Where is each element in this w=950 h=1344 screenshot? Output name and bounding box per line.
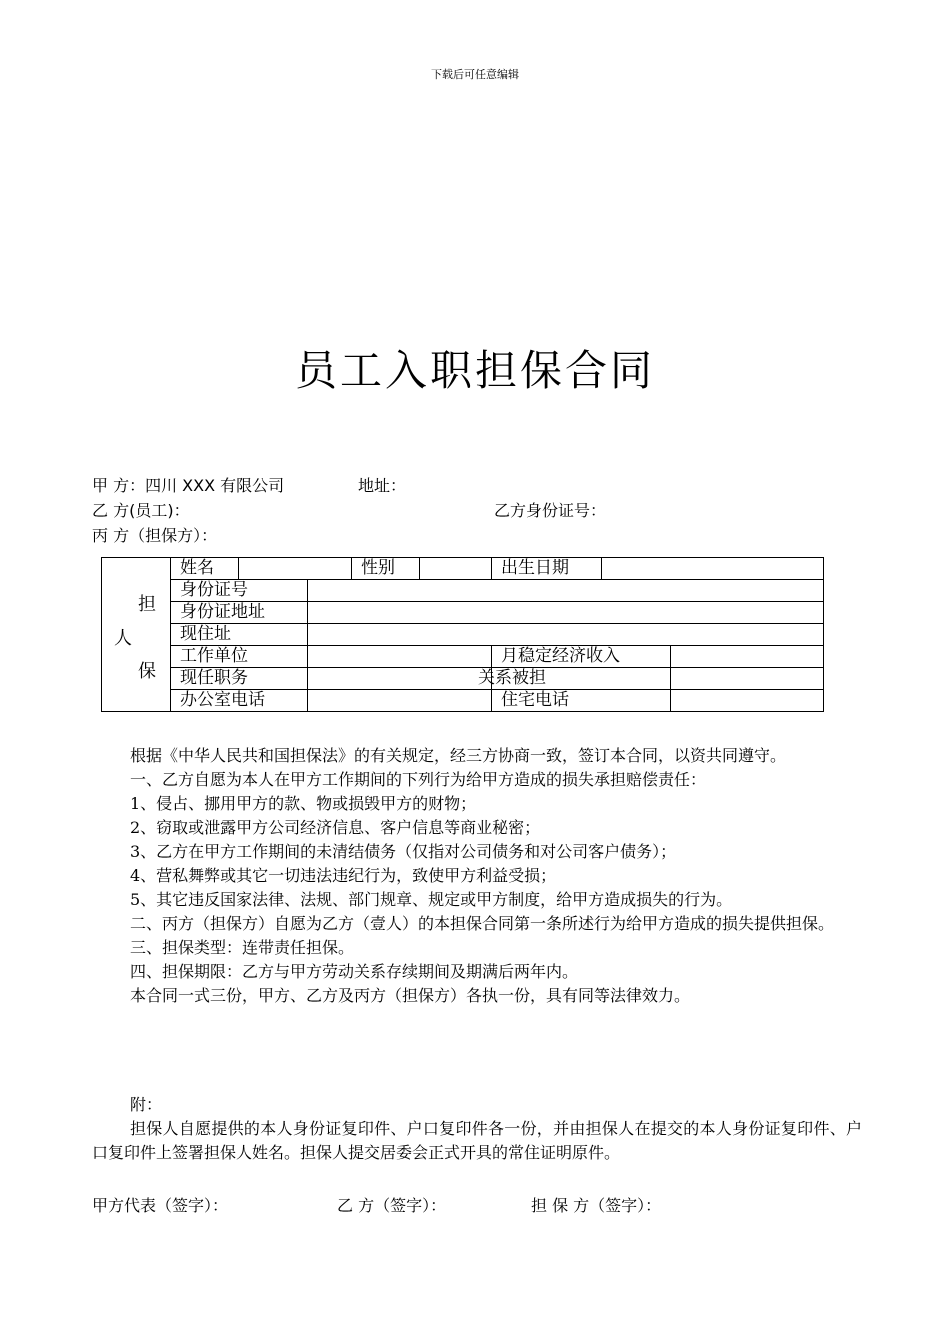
signature-party-b: 乙 方（签字）： (337, 1196, 447, 1215)
table-row (102, 558, 824, 580)
table-row (102, 690, 824, 712)
home-phone-value (671, 690, 824, 712)
table-row (102, 580, 824, 602)
document-title: 员工入职担保合同 (294, 346, 655, 395)
gender-value (420, 558, 492, 580)
gender-label: 性别 (352, 558, 420, 580)
relation-value (671, 668, 824, 690)
signature-guarantor: 担 保 方（签字）： (531, 1196, 662, 1215)
body-paragraph: 1、侵占、挪用甲方的款、物或损毁甲方的财物； (130, 794, 477, 813)
side-label-char: 担 (138, 594, 156, 615)
side-label-char: 人 (114, 628, 132, 649)
appendix-text: 担保人自愿提供的本人身份证复印件、户口复印件各一份，并由担保人在提交的本人身份证复印件、户口复印件上签署担保人姓名。担保人提交居委会正式开具的常住证明原件。 (92, 1119, 862, 1162)
contract-body (92, 744, 862, 1008)
appendix-block (92, 1093, 862, 1165)
home-phone-label: 住宅电话 (492, 690, 671, 712)
body-paragraph: 四、担保期限：乙方与甲方劳动关系存续期间及期满后两年内。 (130, 962, 579, 981)
table-row (102, 602, 824, 624)
guarantor-info-table (101, 557, 824, 712)
office-phone-label: 办公室电话 (171, 690, 308, 712)
party-b-id-label: 乙方身份证号： (494, 501, 607, 520)
employer-value (308, 646, 492, 668)
header-note: 下载后可任意编辑 (431, 68, 519, 81)
id-address-value (308, 602, 824, 624)
birth-date-value (602, 558, 824, 580)
position-label: 现任职务 (171, 668, 308, 690)
id-number-value (308, 580, 824, 602)
party-a-line: 甲 方：四川 XXX 有限公司 (92, 476, 285, 495)
party-a-address: 地址： (358, 476, 407, 495)
table-row (102, 646, 824, 668)
body-paragraph: 三、担保类型：连带责任担保。 (130, 938, 355, 957)
birth-date-label: 出生日期 (492, 558, 602, 580)
table-row (102, 668, 824, 690)
employer-label: 工作单位 (171, 646, 308, 668)
party-b-line: 乙 方(员工)： (92, 501, 190, 520)
position-value (308, 668, 492, 690)
relation-label: 关系被担 (492, 668, 671, 690)
monthly-income-label: 月稳定经济收入 (492, 646, 671, 668)
office-phone-value (308, 690, 492, 712)
signature-party-a: 甲方代表（签字）： (92, 1196, 229, 1215)
name-label: 姓名 (171, 558, 239, 580)
body-paragraph: 根据《中华人民共和国担保法》的有关规定，经三方协商一致，签订本合同，以资共同遵守。 (130, 746, 787, 765)
name-value (239, 558, 352, 580)
guarantor-side-label (102, 558, 171, 712)
body-paragraph: 4、营私舞弊或其它一切违法违纪行为，致使甲方利益受损； (130, 866, 557, 885)
body-paragraph: 2、窃取或泄露甲方公司经济信息、客户信息等商业秘密； (130, 818, 541, 837)
current-address-value (308, 624, 824, 646)
body-paragraph: 二、丙方（担保方）自愿为乙方（壹人）的本担保合同第一条所述行为给甲方造成的损失提供担保。 (130, 914, 835, 933)
table-row (102, 624, 824, 646)
monthly-income-value (671, 646, 824, 668)
body-paragraph: 本合同一式三份，甲方、乙方及丙方（担保方）各执一份，具有同等法律效力。 (130, 986, 691, 1005)
party-c-line: 丙 方（担保方）： (92, 526, 218, 545)
body-paragraph: 5、其它违反国家法律、法规、部门规章、规定或甲方制度，给甲方造成损失的行为。 (130, 890, 733, 909)
current-address-label: 现住址 (171, 624, 308, 646)
id-address-label: 身份证地址 (171, 602, 308, 624)
appendix-label: 附： (130, 1095, 163, 1114)
side-label-char: 保 (138, 661, 156, 682)
id-number-label: 身份证号 (171, 580, 308, 602)
body-paragraph: 一、乙方自愿为本人在甲方工作期间的下列行为给甲方造成的损失承担赔偿责任： (130, 770, 707, 789)
body-paragraph: 3、乙方在甲方工作期间的未清结债务（仅指对公司债务和对公司客户债务）； (130, 842, 677, 861)
